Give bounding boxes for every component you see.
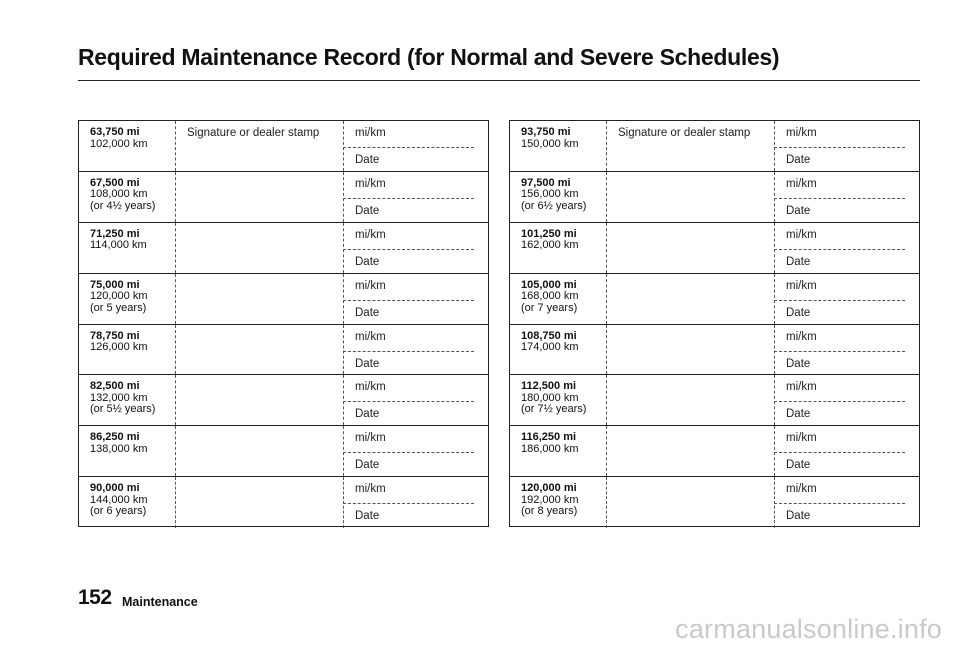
date-field-label: Date [355,459,380,472]
field-divider [343,452,474,453]
date-field-label: Date [786,154,811,166]
service-interval [521,483,578,518]
mileage-field-label: mi/km [786,381,817,394]
field-divider [774,452,905,453]
record-row [510,477,919,528]
date-field-label: Date [786,408,811,421]
date-field-label: Date [786,204,811,217]
interval-miles: 78,750 mi [90,329,140,342]
field-divider [774,198,905,199]
record-row [510,274,919,325]
interval-kilometers: 120,000 km [90,290,148,303]
interval-years: (or 8 years) [521,505,578,518]
record-row [79,223,488,274]
field-divider [343,249,474,250]
column-divider [175,325,176,375]
date-field-label: Date [786,510,811,523]
column-divider [606,375,607,425]
interval-kilometers: 102,000 km [90,137,148,150]
service-interval [521,178,586,213]
record-row [79,426,488,477]
date-field-label: Date [355,510,380,523]
service-interval [90,280,147,315]
field-divider [774,351,905,352]
interval-kilometers: 162,000 km [521,239,579,252]
column-divider [774,375,775,425]
interval-years: (or 7 years) [521,301,578,314]
field-divider [774,300,905,301]
service-interval [90,483,147,518]
interval-miles: 120,000 mi [521,482,577,495]
record-row [79,121,488,172]
interval-miles: 86,250 mi [90,431,140,444]
mileage-field-label: mi/km [786,432,817,445]
interval-kilometers: 192,000 km [521,493,579,506]
interval-years: (or 4½ years) [90,199,156,212]
field-divider [343,147,474,148]
service-interval [521,432,578,455]
page-number: 152 [78,586,112,609]
interval-kilometers: 144,000 km [90,493,148,506]
service-interval [90,127,147,150]
signature-column-header: Signature or dealer stamp [187,127,320,139]
field-divider [343,401,474,402]
interval-kilometers: 108,000 km [90,188,148,201]
field-divider [774,147,905,148]
mileage-field-label: mi/km [355,228,386,241]
mileage-field-label: mi/km [786,228,817,241]
interval-years: (or 7½ years) [521,403,587,416]
column-divider [606,223,607,273]
column-divider [774,121,775,171]
interval-miles: 75,000 mi [90,278,140,291]
date-field-label: Date [355,357,380,370]
column-divider [175,274,176,324]
mileage-field-label: mi/km [786,177,817,190]
mileage-field-label: mi/km [786,279,817,292]
interval-miles: 93,750 mi [521,126,571,138]
service-interval [90,178,155,213]
maintenance-record-table-right [509,120,920,527]
date-field-label: Date [786,459,811,472]
column-divider [343,426,344,476]
date-field-label: Date [355,255,380,268]
date-field-label: Date [786,306,811,319]
column-divider [774,274,775,324]
interval-miles: 105,000 mi [521,278,577,291]
field-divider [343,198,474,199]
mileage-field-label: mi/km [786,483,817,496]
mileage-field-label: mi/km [786,127,817,139]
column-divider [175,172,176,222]
column-divider [343,172,344,222]
service-interval [90,381,155,416]
record-row [510,172,919,223]
record-row [79,325,488,376]
interval-kilometers: 150,000 km [521,137,579,150]
interval-kilometers: 126,000 km [90,341,148,353]
column-divider [606,325,607,375]
interval-years: (or 6 years) [90,505,147,518]
field-divider [774,249,905,250]
record-row [510,325,919,376]
column-divider [606,121,607,171]
interval-kilometers: 186,000 km [521,442,579,455]
record-row [510,121,919,172]
date-field-label: Date [355,408,380,421]
field-divider [774,401,905,402]
record-row [79,477,488,528]
interval-kilometers: 180,000 km [521,391,579,404]
interval-years: (or 5 years) [90,301,147,314]
mileage-field-label: mi/km [355,279,386,292]
mileage-field-label: mi/km [355,432,386,445]
watermark: carmanualsonline.info [675,614,942,644]
column-divider [175,121,176,171]
interval-years: (or 6½ years) [521,199,587,212]
column-divider [606,426,607,476]
column-divider [175,223,176,273]
record-row [79,375,488,426]
column-divider [343,325,344,375]
column-divider [606,477,607,528]
column-divider [343,223,344,273]
service-interval [521,229,578,252]
record-row [510,375,919,426]
column-divider [606,172,607,222]
mileage-field-label: mi/km [355,177,386,190]
interval-miles: 108,750 mi [521,329,577,342]
field-divider [774,503,905,504]
interval-miles: 97,500 mi [521,176,571,189]
date-field-label: Date [786,357,811,370]
mileage-field-label: mi/km [355,483,386,496]
interval-kilometers: 114,000 km [90,239,147,252]
service-interval [90,432,147,455]
interval-kilometers: 132,000 km [90,391,148,404]
column-divider [774,223,775,273]
column-divider [774,426,775,476]
column-divider [343,375,344,425]
column-divider [774,325,775,375]
interval-miles: 116,250 mi [521,431,577,444]
field-divider [343,300,474,301]
interval-miles: 82,500 mi [90,380,140,393]
field-divider [343,351,474,352]
column-divider [175,426,176,476]
signature-column-header: Signature or dealer stamp [618,127,751,139]
interval-miles: 112,500 mi [521,380,577,393]
column-divider [774,172,775,222]
interval-miles: 90,000 mi [90,482,140,495]
column-divider [606,274,607,324]
page-title: Required Maintenance Record (for Normal and Severe Schedules) [78,44,780,70]
mileage-field-label: mi/km [786,330,817,343]
column-divider [175,375,176,425]
mileage-field-label: mi/km [355,330,386,343]
interval-kilometers: 174,000 km [521,341,579,353]
service-interval [90,331,147,354]
service-interval [521,331,578,354]
record-row [510,426,919,477]
interval-kilometers: 138,000 km [90,442,148,455]
record-row [79,172,488,223]
title-rule [78,80,920,81]
maintenance-record-table-left [78,120,489,527]
service-interval [521,127,578,150]
field-divider [343,503,474,504]
section-name: Maintenance [122,595,198,609]
column-divider [175,477,176,528]
column-divider [343,121,344,171]
column-divider [343,274,344,324]
interval-years: (or 5½ years) [90,403,156,416]
interval-kilometers: 168,000 km [521,290,579,303]
interval-miles: 71,250 mi [90,227,140,240]
service-interval [90,229,147,252]
service-interval [521,381,586,416]
date-field-label: Date [355,154,380,166]
interval-miles: 101,250 mi [521,227,577,240]
date-field-label: Date [355,306,380,319]
service-interval [521,280,578,315]
date-field-label: Date [355,204,380,217]
date-field-label: Date [786,255,811,268]
record-row [79,274,488,325]
mileage-field-label: mi/km [355,381,386,394]
interval-kilometers: 156,000 km [521,188,579,201]
record-row [510,223,919,274]
mileage-field-label: mi/km [355,127,386,139]
interval-miles: 63,750 mi [90,126,140,138]
interval-miles: 67,500 mi [90,176,140,189]
